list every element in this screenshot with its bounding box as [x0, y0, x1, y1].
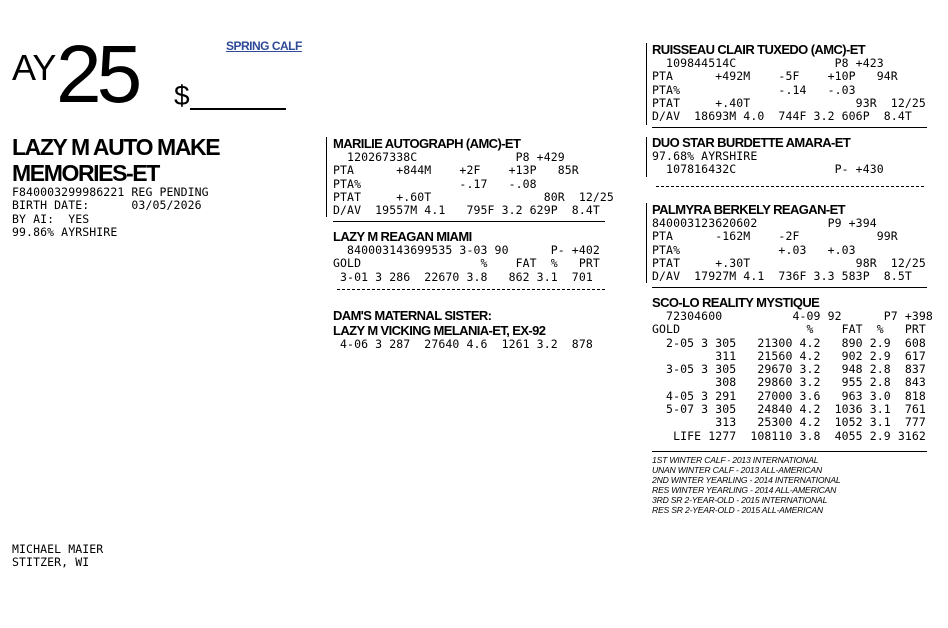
sire-sire-line: PTA +492M -5F +10P 94R — [652, 69, 898, 84]
sire-line: PTA% -.17 -.08 — [333, 176, 537, 191]
award-item: 2ND WINTER YEARLING - 2014 INTERNATIONAL — [652, 475, 841, 486]
lot-number: 25 — [56, 29, 138, 120]
dam-dam-line: 5-07 3 305 24840 4.2 1036 3.1 761 — [652, 402, 926, 417]
dam-sire-bracket — [646, 203, 647, 283]
dam-dam-name: SCO-LO REALITY MYSTIQUE — [652, 295, 820, 310]
dam-dam-line: 4-05 3 291 27000 3.6 963 3.0 818 — [652, 388, 926, 403]
dam-dam-line: GOLD % FAT % PRT — [652, 322, 926, 337]
sire-dam-dashed-divider — [656, 186, 924, 187]
dam-block — [333, 229, 600, 284]
class-label[interactable]: SPRING CALF — [226, 39, 302, 53]
sire-sire-divider — [652, 127, 927, 128]
award-item: 3RD SR 2-YEAR-OLD - 2015 INTERNATIONAL — [652, 495, 828, 506]
sire-bracket — [326, 137, 327, 217]
sire-sire-line: PTAT +.40T 93R 12/25 — [652, 95, 926, 110]
by-ai-line: BY AI: YES — [12, 211, 90, 226]
dam-dam-line: 313 25300 4.2 1052 3.1 777 — [652, 415, 926, 430]
award-item: RES SR 2-YEAR-OLD - 2015 ALL-AMERICAN — [652, 505, 823, 516]
breed-code: AY — [12, 47, 56, 88]
sire-sire-line: 109844514C P8 +423 — [652, 56, 884, 70]
dam-dam-divider — [652, 451, 927, 452]
maternal-sister-block — [333, 308, 593, 351]
registration-line: F840003299986221 REG PENDING — [12, 185, 209, 199]
sire-dam-line: 107816432C P- +430 — [652, 162, 884, 177]
sire-block — [333, 136, 614, 217]
award-item: 1ST WINTER CALF - 2013 INTERNATIONAL — [652, 455, 819, 465]
dam-sire-line: PTAT +.30T 98R 12/25 — [652, 255, 926, 270]
dam-dam-lifetime-line: LIFE 1277 108110 3.8 4055 2.9 3162 — [652, 428, 926, 443]
sire-line: D/AV 19557M 4.1 795F 3.2 629P 8.4T — [333, 203, 600, 218]
dam-sire-divider — [652, 287, 927, 288]
dam-dam-line: 308 29860 3.2 955 2.8 843 — [652, 375, 926, 390]
dam-dashed-divider — [337, 289, 605, 290]
dam-sire-line: 840003123620602 P9 +394 — [652, 216, 877, 230]
sire-sire-line: D/AV 18693M 4.0 744F 3.2 606P 8.4T — [652, 109, 912, 124]
sire-sire-line: PTA% -.14 -.03 — [652, 82, 856, 97]
price-prefix: $ — [174, 80, 190, 111]
dam-name: LAZY M REAGAN MIAMI — [333, 229, 472, 244]
sire-line: PTA +844M +2F +13P 85R — [333, 163, 579, 178]
dam-line: 3-01 3 286 22670 3.8 862 3.1 701 — [333, 269, 593, 284]
dam-line: 840003143699535 3-03 90 P- +402 — [333, 243, 600, 257]
dam-sire-line: PTA -162M -2F 99R — [652, 229, 898, 244]
dam-sire-line: PTA% +.03 +.03 — [652, 242, 856, 257]
dam-dam-block — [652, 295, 933, 443]
sire-dam-bracket — [646, 137, 647, 177]
dam-sire-line: D/AV 17927M 4.1 736F 3.3 583P 8.5T — [652, 269, 912, 284]
award-item: RES WINTER YEARLING - 2014 ALL-AMERICAN — [652, 485, 837, 496]
sire-name: MARILIE AUTOGRAPH (AMC)-ET — [333, 136, 521, 151]
animal-name-line2: MEMORIES-ET — [12, 160, 159, 186]
consignor — [12, 543, 103, 570]
sire-line: PTAT +.60T 80R 12/25 — [333, 189, 614, 204]
sire-sire-block — [652, 42, 926, 123]
maternal-sister-label: DAM'S MATERNAL SISTER: — [333, 308, 492, 323]
dam-dam-line: 3-05 3 305 29670 3.2 948 2.8 837 — [652, 362, 926, 377]
price-line — [190, 108, 286, 110]
maternal-sister-name: LAZY M VICKING MELANIA-ET, EX-92 — [333, 323, 546, 338]
animal-info — [12, 186, 209, 239]
sire-dam-name: DUO STAR BURDETTE AMARA-ET — [652, 135, 851, 150]
dam-sire-name: PALMYRA BERKELY REAGAN-ET — [652, 202, 846, 217]
animal-name-line1: LAZY M AUTO MAKE — [12, 134, 220, 160]
breed-percent-line: 99.86% AYRSHIRE — [12, 224, 118, 239]
maternal-sister-record: 4-06 3 287 27640 4.6 1261 3.2 878 — [333, 337, 593, 351]
sire-sire-bracket — [646, 43, 647, 125]
sire-dam-block — [652, 135, 884, 177]
sire-sire-name: RUISSEAU CLAIR TUXEDO (AMC)-ET — [652, 42, 866, 57]
sire-dam-line: 97.68% AYRSHIRE — [652, 149, 758, 163]
dam-dam-line: 2-05 3 305 21300 4.2 890 2.9 608 — [652, 335, 926, 350]
dam-dam-line: 72304600 4-09 92 P7 +398 — [652, 309, 933, 323]
sire-line: 120267338C P8 +429 — [333, 150, 565, 164]
consignor-location: STITZER, WI — [12, 555, 90, 570]
dam-sire-block — [652, 202, 926, 283]
birth-date-line: BIRTH DATE: 03/05/2026 — [12, 198, 202, 213]
sire-divider — [333, 221, 605, 222]
dam-line: GOLD % FAT % PRT — [333, 256, 600, 271]
dam-dam-line: 311 21560 4.2 902 2.9 617 — [652, 348, 926, 363]
award-item: UNAN WINTER CALF - 2013 ALL-AMERICAN — [652, 465, 822, 476]
awards-list — [652, 455, 840, 516]
consignor-name: MICHAEL MAIER — [12, 542, 104, 556]
